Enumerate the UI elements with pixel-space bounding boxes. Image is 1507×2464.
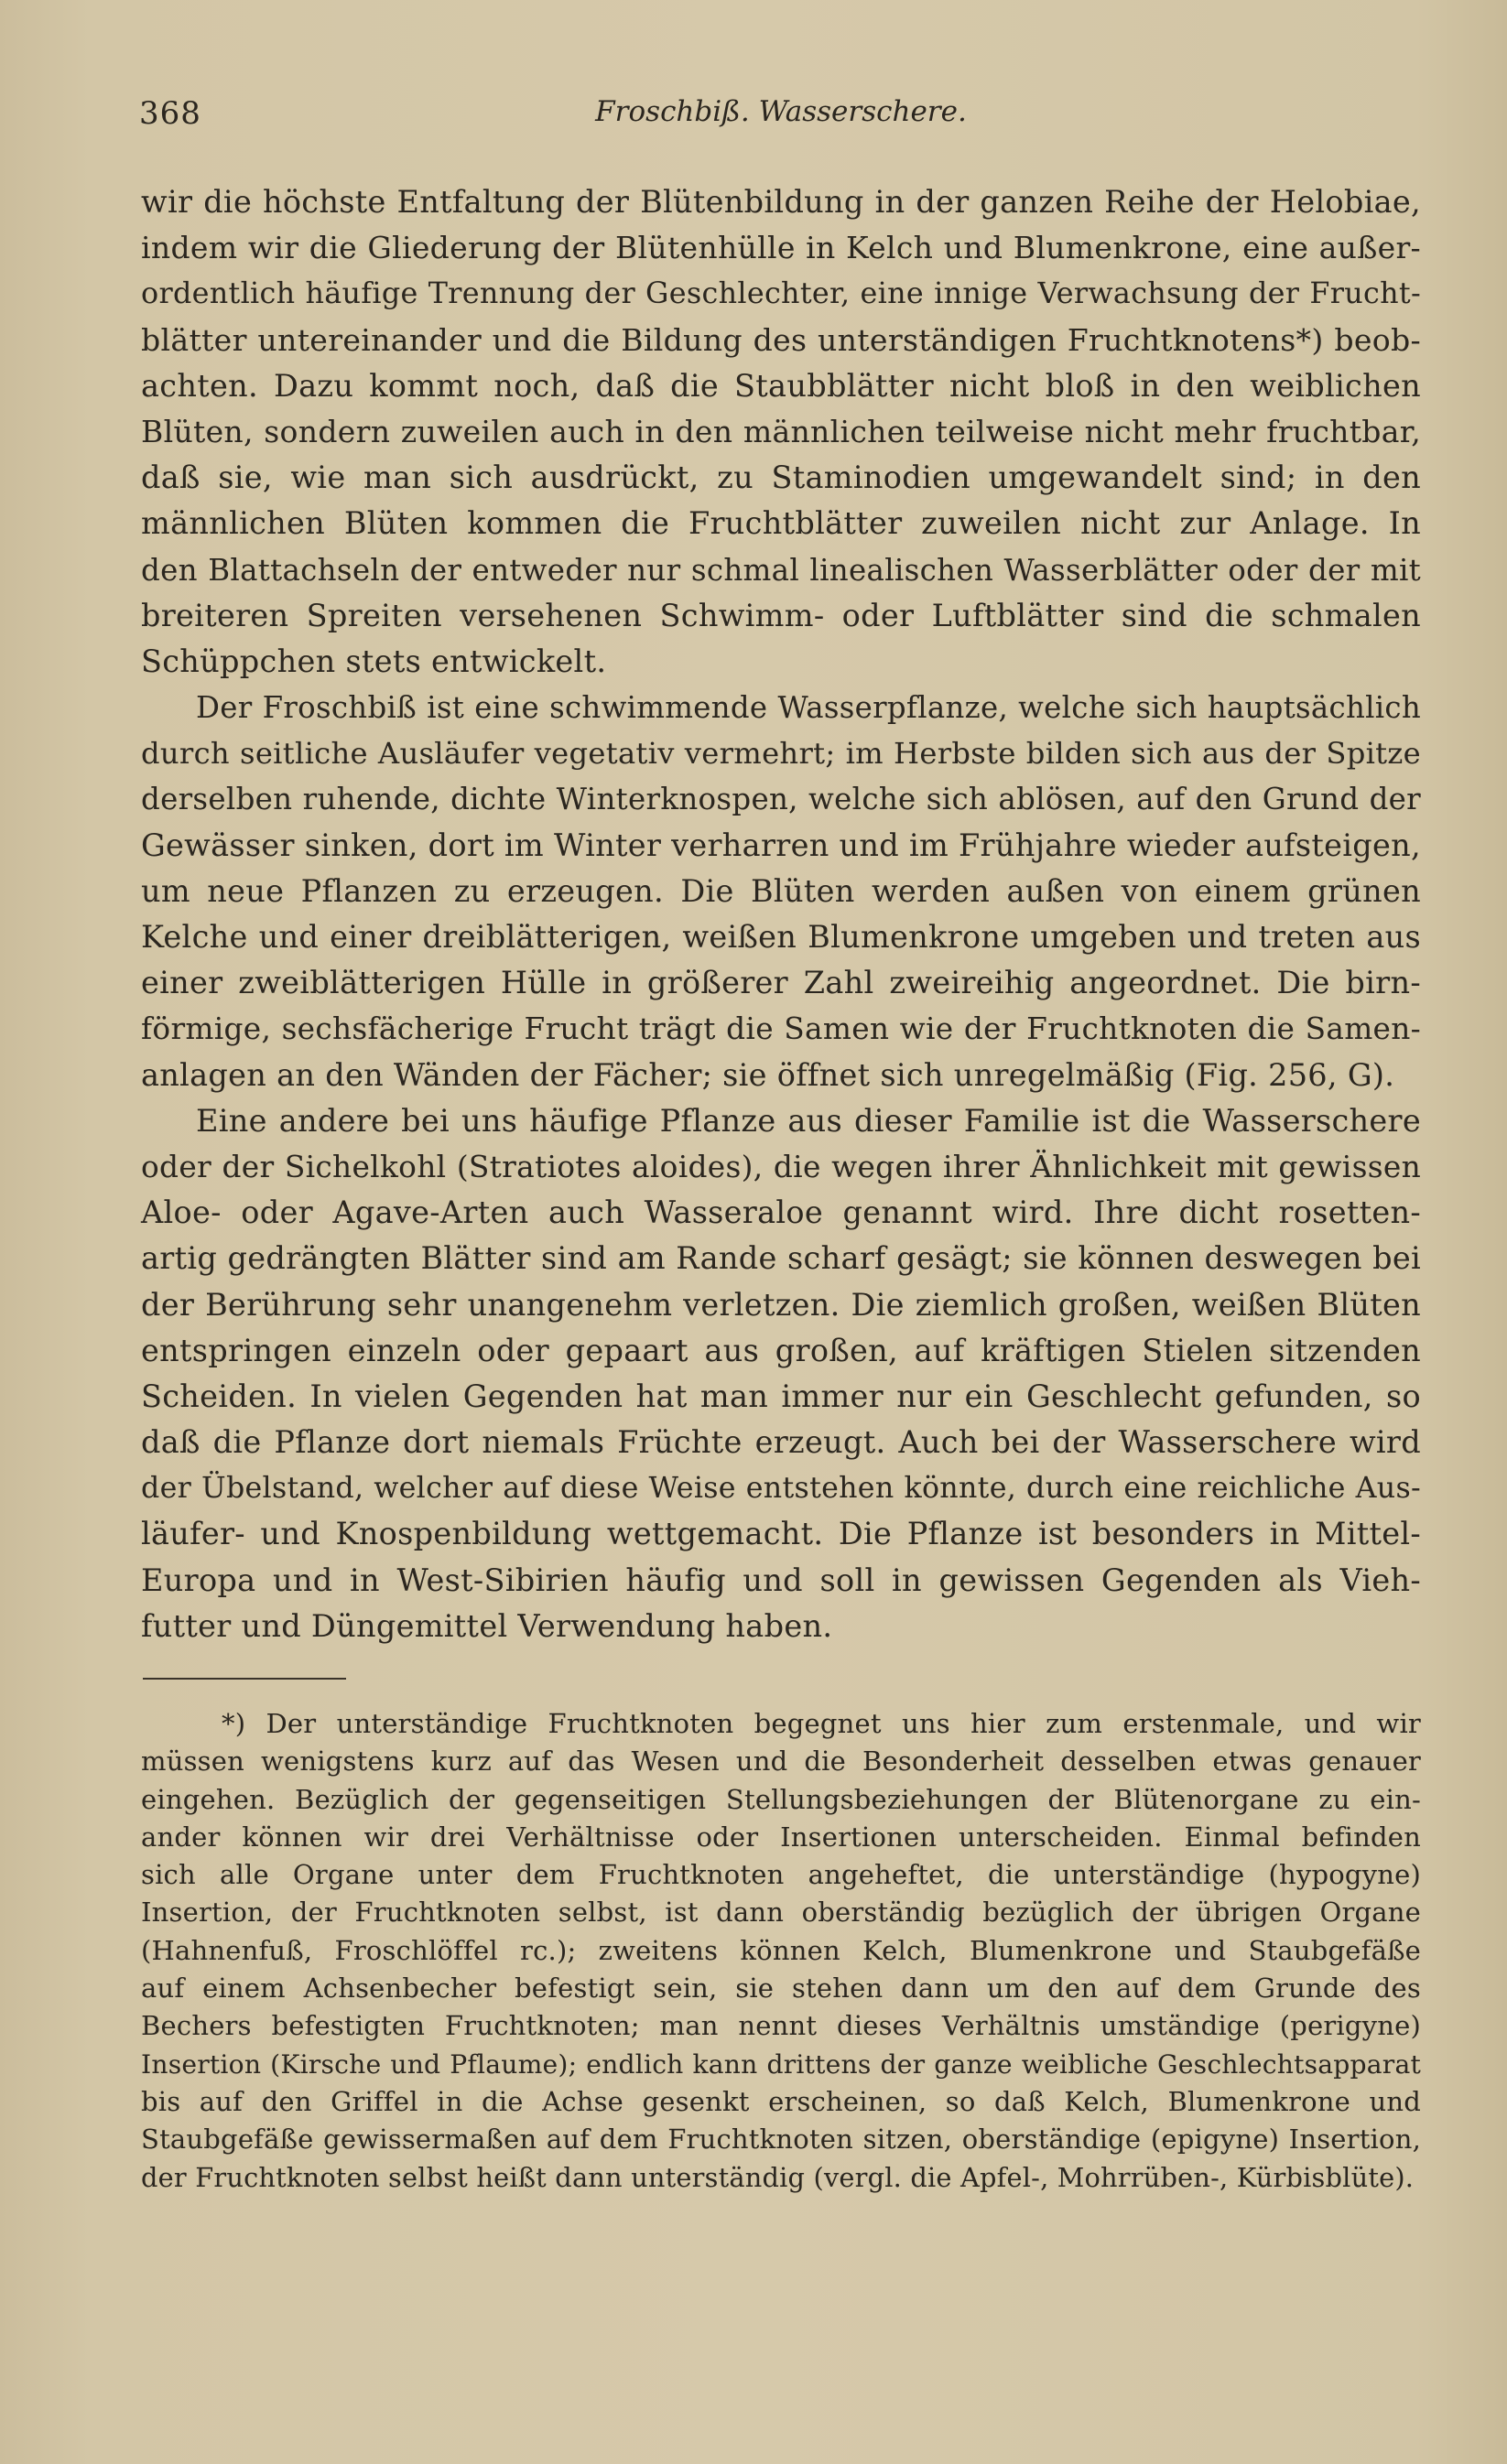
text-line: förmige, sechsfächerige Frucht trägt die Samen wie der Fruchtknoten die Samen- [141,1011,1421,1047]
footnote-line: (Hahnenfuß, Froschlöffel rc.); zweitens können Kelch, Blumenkrone und Staubgefäße [141,1934,1421,1966]
page-header [139,95,1423,139]
text-line: indem wir die Gliederung der Blütenhülle in Kelch und Blumenkrone, eine außer- [141,230,1421,266]
text-line: anlagen an den Wänden der Fächer; sie öffnet sich unregelmäßig (Fig. 256, G). [141,1056,1395,1093]
text-line: Gewässer sinken, dort im Winter verharren und im Frühjahre wieder aufsteigen, [141,827,1422,863]
text-line: Eine andere bei uns häufige Pflanze aus dieser Familie ist die Wasserschere [196,1102,1421,1139]
text-line: den Blattachseln der entweder nur schmal linealischen Wasserblätter oder der mit [141,552,1421,588]
text-line: Blüten, sondern zuweilen auch in den männlichen teilweise nicht mehr fruchtbar, [141,413,1421,449]
text-line: Aloe- oder Agave-Arten auch Wasseraloe genannt wird. Ihre dicht rosetten- [141,1194,1421,1231]
main-text [141,179,1421,1649]
text-line: breiteren Spreiten versehenen Schwimm- oder Luftblätter sind die schmalen [141,597,1421,633]
text-line: daß die Pflanze dort niemals Früchte erzeugt. Auch bei der Wasserschere wird [141,1424,1421,1461]
text-line: der Berührung sehr unangenehm verletzen. Die ziemlich großen, weißen Blüten [141,1286,1421,1323]
footnote [141,1705,1421,2197]
text-line: Schüppchen stets entwickelt. [141,643,607,679]
footnote-divider [143,1678,346,1680]
running-head: Froschbiß. Wasserschere. [595,95,967,128]
footnote-line: sich alle Organe unter dem Fruchtknoten angeheftet, die unterständige (hypogyne) [141,1859,1421,1891]
footnote-line: eingehen. Bezüglich der gegenseitigen Stellungsbeziehungen der Blütenorgane zu ein- [141,1783,1421,1815]
text-line: Der Froschbiß ist eine schwimmende Wasserpflanze, welche sich hauptsächlich [196,690,1421,726]
text-line: artig gedrängten Blätter sind am Rande scharf gesägt; sie können deswegen bei [141,1240,1421,1277]
text-line: um neue Pflanzen zu erzeugen. Die Blüten werden außen von einem grünen [141,872,1421,909]
text-line: blätter untereinander und die Bildung des unterständigen Fruchtknotens*) beob- [141,321,1421,358]
footnote-line: *) Der unterständige Fruchtknoten begegnet uns hier zum erstenmale, und wir [222,1708,1421,1739]
page-number: 368 [139,95,201,132]
text-line: futter und Düngemittel Verwendung haben. [141,1607,833,1644]
text-line: ordentlich häufige Trennung der Geschlechter, eine innige Verwachsung der Frucht- [141,276,1421,311]
footnote-line: der Fruchtknoten selbst heißt dann unterständig (vergl. die Apfel-, Mohrrüben-, Kürbisblüte). [141,2161,1415,2193]
text-line: entspringen einzeln oder gepaart aus großen, auf kräftigen Stielen sitzenden [141,1332,1421,1368]
text-line: achten. Dazu kommt noch, daß die Staubblätter nicht bloß in den weiblichen [141,367,1421,404]
footnote-line: Staubgefäße gewissermaßen auf dem Fruchtknoten sitzen, oberständige (epigyne) Insertion, [141,2124,1421,2156]
text-line: derselben ruhende, dichte Winterknospen, welche sich ablösen, auf den Grund der [141,782,1421,817]
text-line: der Übelstand, welcher auf diese Weise entstehen könnte, durch eine reichliche Aus- [141,1472,1421,1506]
footnote-line: Bechers befestigten Fruchtknoten; man nennt dieses Verhältnis umständige (perigyne) [141,2010,1421,2042]
text-line: läufer- und Knospenbildung wettgemacht. Die Pflanze ist besonders in Mittel- [141,1516,1421,1552]
footnote-line: bis auf den Griffel in die Achse gesenkt erscheinen, so daß Kelch, Blumenkrone und [141,2085,1421,2117]
text-line: daß sie, wie man sich ausdrückt, zu Staminodien umgewandelt sind; in den [141,459,1421,496]
text-line: Kelche und einer dreiblätterigen, weißen Blumenkrone umgeben und treten aus [141,919,1421,955]
footnote-line: müssen wenigstens kurz auf das Wesen und die Besonderheit desselben etwas genauer [141,1745,1421,1778]
footnote-line: Insertion (Kirsche und Pflaume); endlich kann drittens der ganze weibliche Geschlechtsapparat [141,2048,1421,2080]
text-line: männlichen Blüten kommen die Fruchtblätter zuweilen nicht zur Anlage. In [141,505,1421,542]
footnote-line: auf einem Achsenbecher befestigt sein, sie stehen dann um den auf dem Grunde des [141,1972,1421,2005]
text-line: wir die höchste Entfaltung der Blütenbildung in der ganzen Reihe der Helobiae, [141,184,1421,220]
text-line: Europa und in West-Sibirien häufig und soll in gewissen Gegenden als Vieh- [141,1562,1421,1598]
text-line: durch seitliche Ausläufer vegetativ vermehrt; im Herbste bilden sich aus der Spitze [141,736,1421,772]
text-line: einer zweiblätterigen Hülle in größerer Zahl zweireihig angeordnet. Die birn- [141,965,1421,1001]
text-line: oder der Sichelkohl (Stratiotes aloides), die wegen ihrer Ähnlichkeit mit gewissen [141,1149,1421,1184]
footnote-line: ander können wir drei Verhältnisse oder Insertionen unterscheiden. Einmal befinden [141,1821,1421,1853]
text-line: Scheiden. In vielen Gegenden hat man immer nur ein Geschlecht gefunden, so [141,1378,1421,1414]
footnote-line: Insertion, der Fruchtknoten selbst, ist dann oberständig bezüglich der übrigen Organe [141,1897,1421,1929]
